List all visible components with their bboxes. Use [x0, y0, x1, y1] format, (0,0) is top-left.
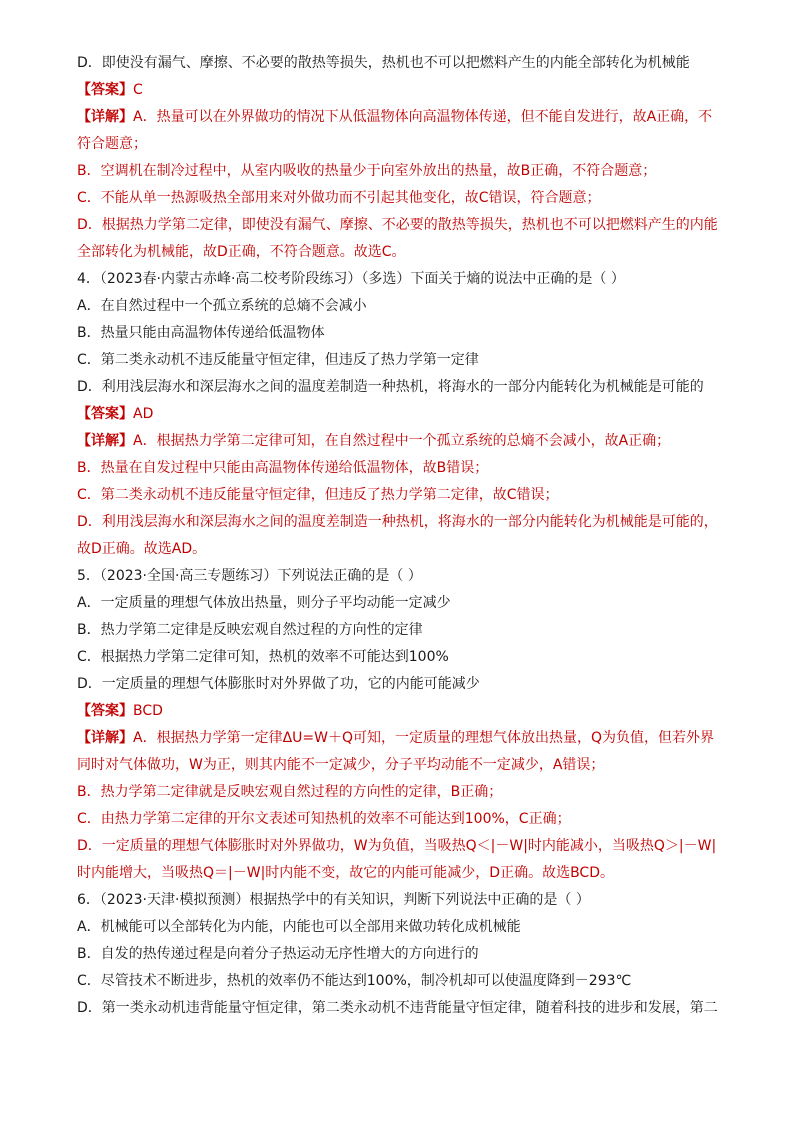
answer-value: AD — [133, 406, 154, 422]
question-5-stem: 5．（2023·全国·高三专题练习）下列说法正确的是（ ） — [77, 568, 422, 584]
detail-text: A．热量可以在外界做功的情况下从低温物体向高温物体传递，但不能自发进行，故A正确，不 — [133, 109, 713, 125]
question-3-answer — [77, 77, 727, 104]
question-5-detail-d: D．一定质量的理想气体膨胀时对外界做功，W为负值，当吸热Q＜|－W|时内能减小，当吸热Q＞|－W| — [77, 838, 717, 854]
answer-tag: 【答案】 — [77, 703, 133, 719]
question-3-detail-d: D．根据热力学第二定律，即使没有漏气、摩擦、不必要的散热等损失，热机也不可以把燃料产生的内能 — [77, 217, 718, 233]
question-6-option-c: C．尽管技术不断进步，热机的效率仍不能达到100%，制冷机却可以使温度降到－293℃ — [77, 973, 632, 989]
question-5-detail-d-cont: 时内能增大，当吸热Q＝|－W|时内能不变，故它的内能可能减少，D正确。故选BCD。 — [77, 865, 614, 881]
detail-tag: 【详解】 — [77, 730, 133, 746]
question-5-detail-a-cont: 同时对气体做功，W为正，则其内能不一定减少，分子平均动能不一定减少，A错误； — [77, 757, 605, 773]
question-3-detail-a-cont: 符合题意； — [77, 136, 147, 152]
question-6-option-d: D．第一类永动机违背能量守恒定律，第二类永动机不违背能量守恒定律，随着科技的进步和发展，第二 — [77, 1000, 718, 1016]
detail-tag: 【详解】 — [77, 109, 133, 125]
question-4-detail-d: D．利用浅层海水和深层海水之间的温度差制造一种热机，将海水的一部分内能转化为机械能是可能的， — [77, 514, 718, 530]
document-page — [77, 50, 727, 1022]
question-4-option-d: D．利用浅层海水和深层海水之间的温度差制造一种热机，将海水的一部分内能转化为机械能是可能的 — [77, 379, 704, 395]
question-4-option-c: C．第二类永动机不违反能量守恒定律，但违反了热力学第一定律 — [77, 352, 479, 368]
answer-value: BCD — [133, 703, 163, 719]
question-3-detail-a — [77, 104, 727, 131]
detail-tag: 【详解】 — [77, 433, 133, 449]
question-5-detail-b: B．热力学第二定律就是反映宏观自然过程的方向性的定律，B正确； — [77, 784, 503, 800]
question-6-option-a: A．机械能可以全部转化为内能，内能也可以全部用来做功转化成机械能 — [77, 919, 521, 935]
question-4-option-b: B．热量只能由高温物体传递给低温物体 — [77, 325, 325, 341]
question-4-answer — [77, 401, 727, 428]
question-4-option-a: A．在自然过程中一个孤立系统的总熵不会减小 — [77, 298, 367, 314]
question-5-detail-a — [77, 725, 727, 752]
question-4-detail-b: B．热量在自发过程中只能由高温物体传递给低温物体，故B错误； — [77, 460, 489, 476]
question-5-answer — [77, 698, 727, 725]
detail-text: A．根据热力学第一定律ΔU=W＋Q可知，一定质量的理想气体放出热量，Q为负值，但若外界 — [133, 730, 715, 746]
question-4-detail-d-cont: 故D正确。故选AD。 — [77, 541, 207, 557]
question-4-detail-a — [77, 428, 727, 455]
question-4-stem: 4．（2023春·内蒙古赤峰·高二校考阶段练习）（多选）下面关于熵的说法中正确的是（ ） — [77, 271, 625, 287]
question-3-detail-b: B．空调机在制冷过程中，从室内吸收的热量少于向室外放出的热量，故B正确，不符合题意； — [77, 163, 657, 179]
question-4-detail-c: C．第二类永动机不违反能量守恒定律，但违反了热力学第二定律，故C错误； — [77, 487, 559, 503]
question-3-detail-c: C．不能从单一热源吸热全部用来对外做功而不引起其他变化，故C错误，符合题意； — [77, 190, 601, 206]
question-3-detail-d-cont: 全部转化为机械能，故D正确，不符合题意。故选C。 — [77, 244, 406, 260]
detail-text: A．根据热力学第二定律可知，在自然过程中一个孤立系统的总熵不会减小，故A正确； — [133, 433, 671, 449]
question-5-option-c: C．根据热力学第二定律可知，热机的效率不可能达到100% — [77, 649, 449, 665]
answer-tag: 【答案】 — [77, 406, 133, 422]
question-5-detail-c: C．由热力学第二定律的开尔文表述可知热机的效率不可能达到100%，C正确； — [77, 811, 571, 827]
question-5-option-a: A．一定质量的理想气体放出热量，则分子平均动能一定减少 — [77, 595, 451, 611]
question-5-option-d: D．一定质量的理想气体膨胀时对外界做了功，它的内能可能减少 — [77, 676, 480, 692]
question-6-option-b: B．自发的热传递过程是向着分子热运动无序性增大的方向进行的 — [77, 946, 479, 962]
question-5-option-b: B．热力学第二定律是反映宏观自然过程的方向性的定律 — [77, 622, 423, 638]
answer-value: C — [133, 82, 143, 98]
question-6-stem: 6．（2023·天津·模拟预测）根据热学中的有关知识，判断下列说法中正确的是（ ） — [77, 892, 590, 908]
answer-tag: 【答案】 — [77, 82, 133, 98]
question-3-option-d: D．即使没有漏气、摩擦、不必要的散热等损失，热机也不可以把燃料产生的内能全部转化为机械能 — [77, 55, 690, 71]
